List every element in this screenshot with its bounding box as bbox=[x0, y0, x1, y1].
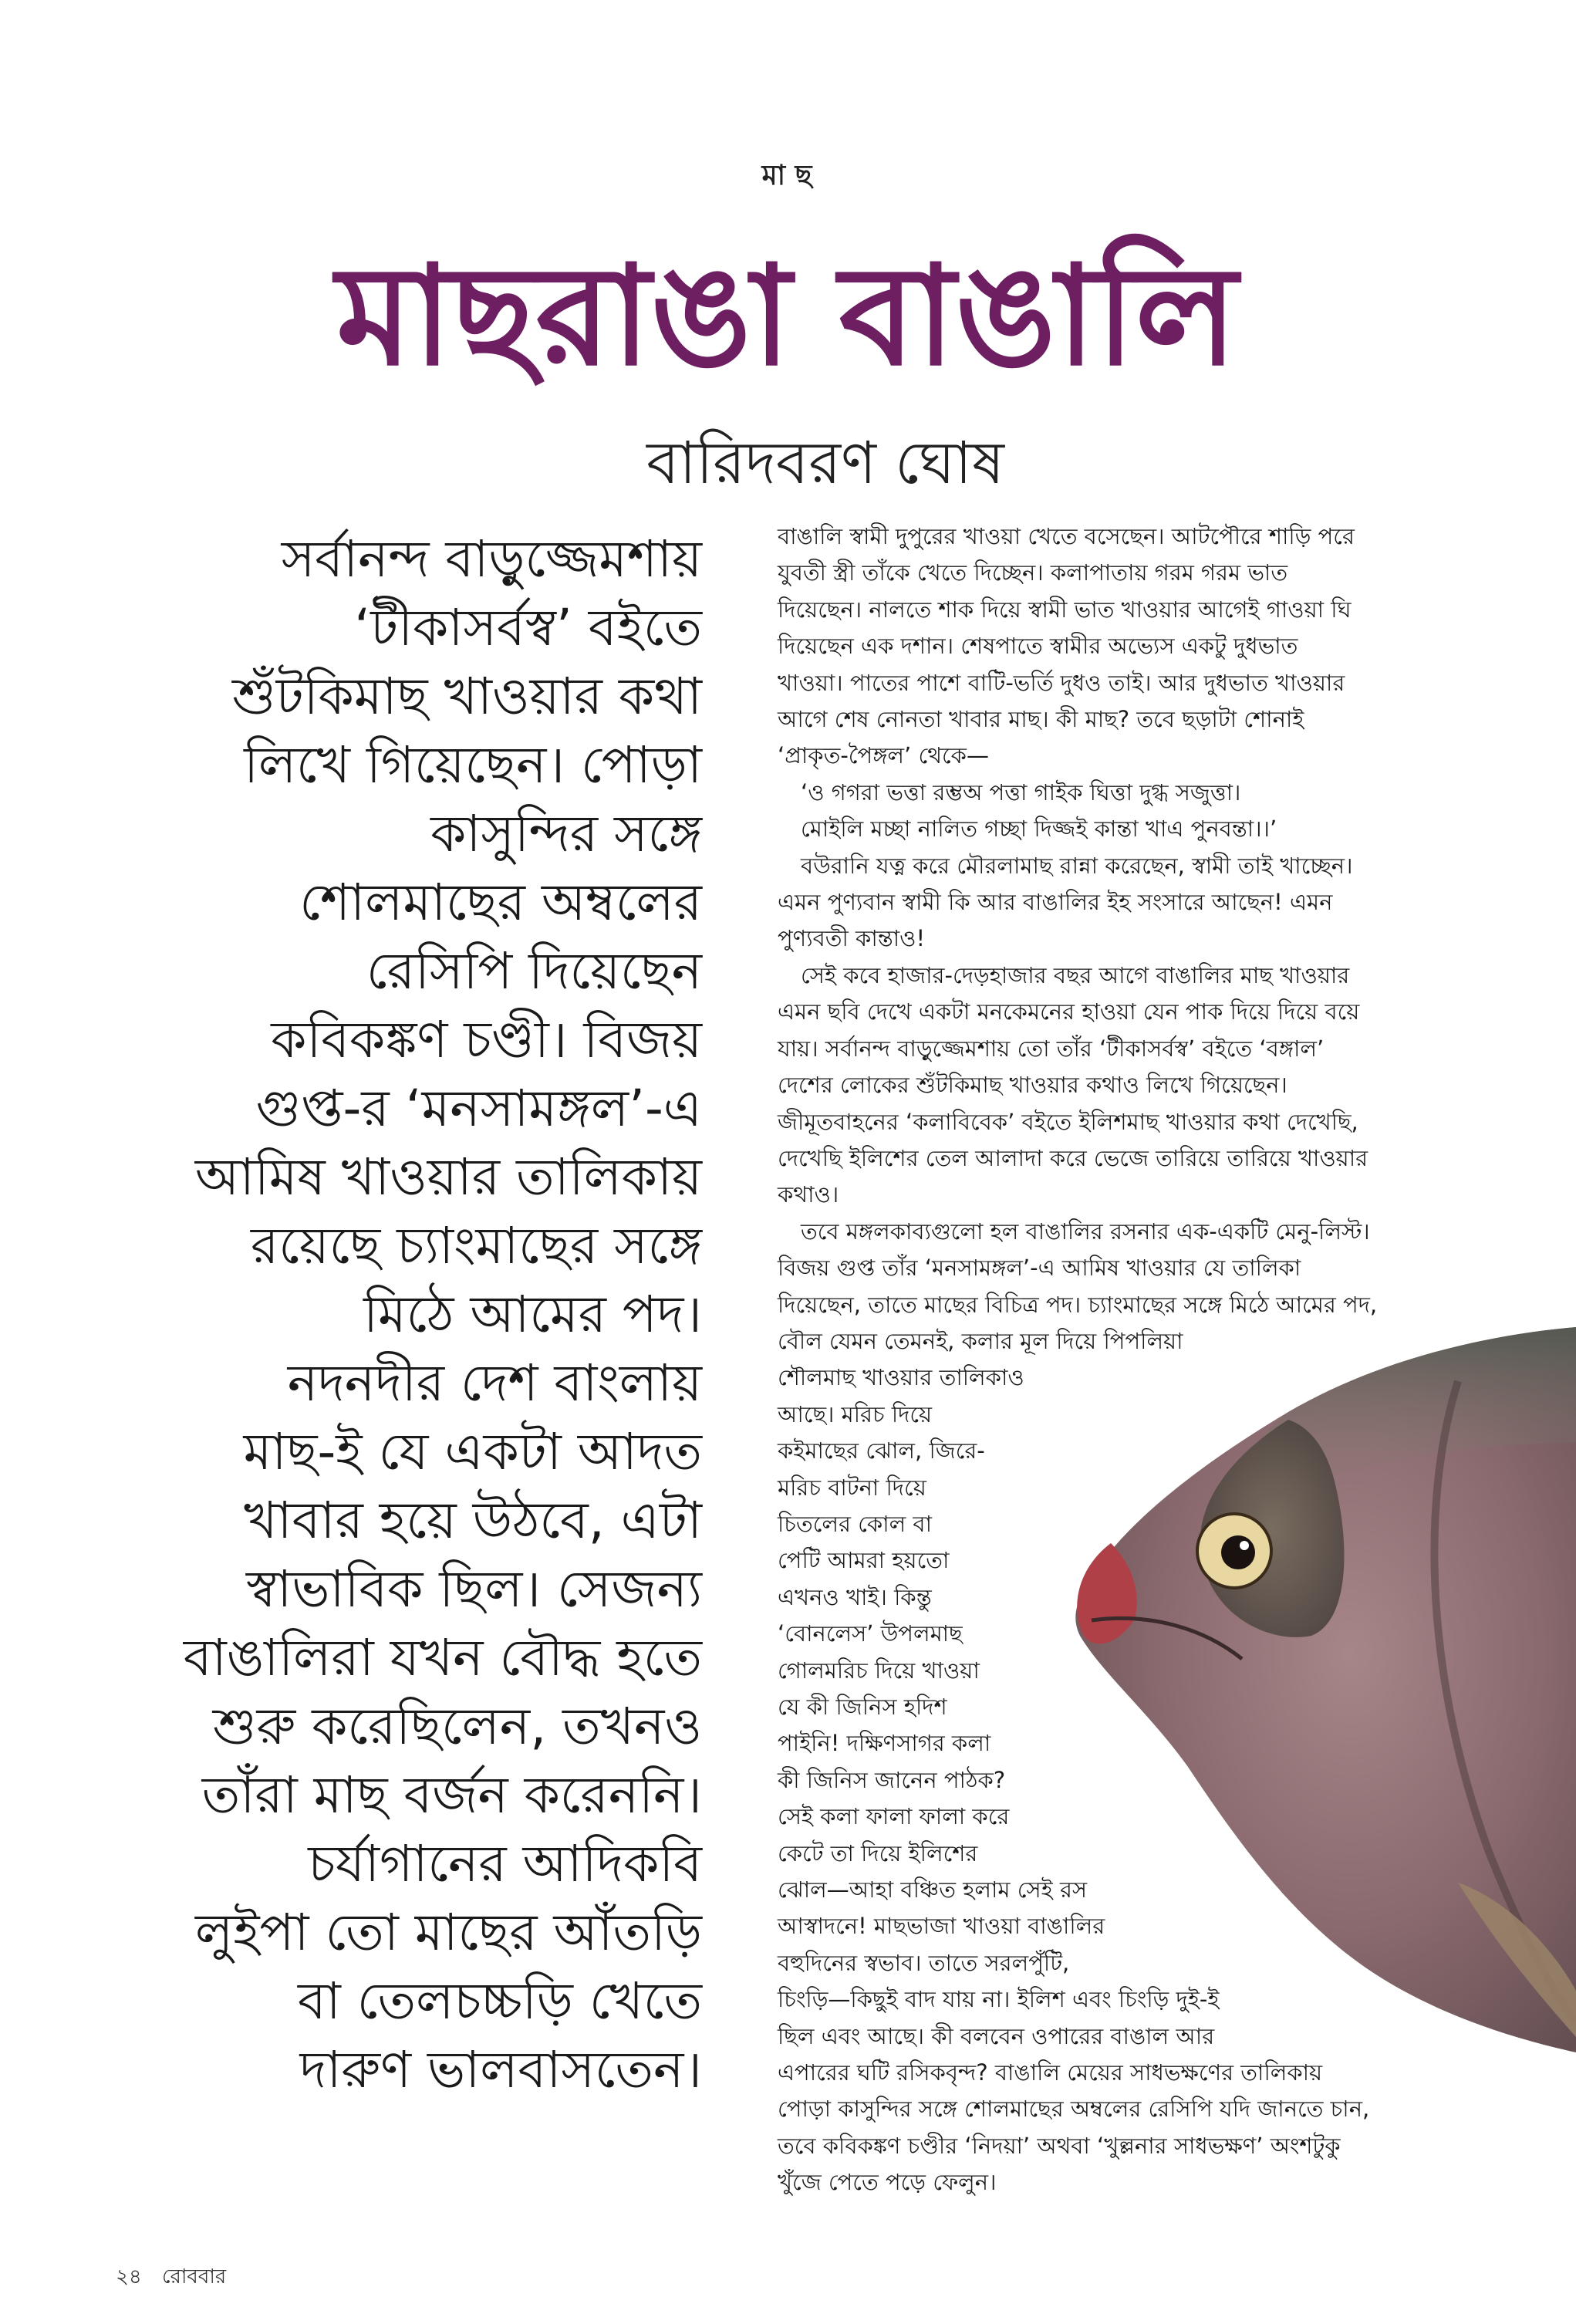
page-footer bbox=[116, 2261, 240, 2295]
pull-quote-line: আমিষ খাওয়ার তালিকায় bbox=[194, 1147, 702, 1207]
fish-eye-glint bbox=[1240, 1541, 1249, 1550]
body-line: সেই কলা ফালা ফালা করে bbox=[778, 1803, 1010, 1830]
body-line: আস্বাদনে! মাছভাজা খাওয়া বাঙালির bbox=[778, 1913, 1105, 1940]
pull-quote-line: কবিকঙ্কণ চণ্ডী। বিজয় bbox=[271, 1010, 702, 1069]
pull-quote-line: বাঙালিরা যখন বৌদ্ধ হতে bbox=[183, 1628, 702, 1687]
pull-quote-line: শুরু করেছিলেন, তখনও bbox=[212, 1697, 702, 1756]
body-line: দেখেছি ইলিশের তেল আলাদা করে ভেজে তারিয়ে তারিয়ে খাওয়ার bbox=[778, 1144, 1368, 1171]
body-line: দিয়েছেন, তাতে মাছের বিচিত্র পদ। চ্যাংমাছের সঙ্গে মিঠে আমের পদ, bbox=[778, 1291, 1378, 1318]
pull-quote-line: মাছ-ই যে একটা আদত bbox=[243, 1422, 702, 1481]
body-line: তবে মঙ্গলকাব্যগুলো হল বাঙালির রসনার এক-একটি মেনু-লিস্ট। bbox=[801, 1218, 1370, 1245]
body-line: আগে শেষ নোনতা খাবার মাছ। কী মাছ? তবে ছড়াটা শোনাই bbox=[778, 706, 1304, 733]
pull-quote-line: লুইপা তো মাছের আঁতড়ি bbox=[195, 1903, 702, 1962]
body-line: পুণ্যবতী কান্তাও! bbox=[778, 925, 926, 952]
article-title: মাছরাঙা বাঙালি bbox=[336, 236, 1238, 396]
pull-quote-line: খাবার হয়ে উঠবে, এটা bbox=[244, 1491, 702, 1550]
body-line: কেটে তা দিয়ে ইলিশের bbox=[778, 1839, 978, 1866]
body-line: যায়। সর্বানন্দ বাড়ুজ্জেমশায় তো তাঁর ‘টীকাসর্বস্ব’ বইতে ‘বঙ্গাল’ bbox=[778, 1035, 1325, 1062]
author-byline: বারিদবরণ ঘোষ bbox=[646, 428, 1004, 497]
body-line: কথাও। bbox=[778, 1181, 839, 1208]
pull-quote-line: কাসুন্দির সঙ্গে bbox=[430, 804, 702, 863]
body-line: পেটি আমরা হয়তো bbox=[778, 1547, 950, 1574]
body-line: বিজয় গুপ্ত তাঁর ‘মনসামঙ্গল’-এ আমিষ খাওয়ার যে তালিকা bbox=[778, 1255, 1301, 1282]
body-line: দিয়েছেন এক দশান। শেষপাতে স্বামীর অভ্যেস একটু দুধভাত bbox=[778, 633, 1298, 660]
pull-quote-line: শোলমাছের অম্বলের bbox=[299, 873, 702, 932]
body-line: বহুদিনের স্বভাব। তাতে সরলপুঁটি, bbox=[778, 1949, 1070, 1976]
body-line: এমন পুণ্যবান স্বামী কি আর বাঙালির ইহ সংসারে আছেন! এমন bbox=[778, 889, 1333, 916]
body-line: দেশের লোকের শুঁটকিমাছ খাওয়ার কথাও লিখে গিয়েছেন। bbox=[778, 1072, 1287, 1099]
pull-quote-line: রেসিপি দিয়েছেন bbox=[366, 941, 702, 1001]
pull-quote-line: চর্যাগানের আদিকবি bbox=[308, 1834, 702, 1893]
verse-line: ‘ও গগরা ভত্তা রম্ভঅ পত্তা গাইক ঘিত্তা দুগ্ধ সজুত্তা। bbox=[801, 779, 1241, 806]
body-line: চিতলের কোল বা bbox=[778, 1510, 932, 1537]
body-line: মরিচ বাটনা দিয়ে bbox=[778, 1474, 926, 1501]
pull-quote-line: শুঁটকিমাছ খাওয়ার কথা bbox=[231, 667, 702, 726]
body-line: চিংড়ি—কিছুই বাদ যায় না। ইলিশ এবং চিংড়ি দুই-ই bbox=[778, 1986, 1220, 2013]
body-line: বউরানি যত্ন করে মৌরলামাছ রান্না করেছেন, স্বামী তাই খাচ্ছেন। bbox=[801, 852, 1353, 879]
body-line: জীমূতবাহনের ‘কলাবিবেক’ বইতে ইলিশমাছ খাওয়ার কথা দেখেছি, bbox=[778, 1108, 1358, 1135]
body-line: শৌলমাছ খাওয়ার তালিকাও bbox=[778, 1364, 1024, 1391]
body-line: ‘বোনলেস’ উপলমাছ bbox=[778, 1620, 963, 1647]
pull-quote-line: রয়েছে চ্যাংমাছের সঙ্গে bbox=[251, 1216, 702, 1275]
pull-quote-line: লিখে গিয়েছেন। পোড়া bbox=[244, 735, 702, 795]
body-line: ঝোল—আহা বঞ্চিত হলাম সেই রস bbox=[778, 1876, 1088, 1903]
page-number: ২৪ bbox=[116, 2265, 142, 2289]
pull-quote-line: বা তেলচচ্চড়ি খেতে bbox=[297, 1971, 702, 2031]
body-line: কইমাছের ঝোল, জিরে- bbox=[778, 1437, 985, 1464]
body-line: খুঁজে পেতে পড়ে ফেলুন। bbox=[778, 2169, 997, 2196]
fish-pupil bbox=[1221, 1535, 1255, 1569]
body-line: ‘প্রাকৃত-পৈঙ্গল’ থেকে— bbox=[778, 742, 989, 769]
pull-quote-line: স্বাভাবিক ছিল। সেজন্য bbox=[246, 1559, 702, 1619]
fish-head-illustration bbox=[1057, 1312, 1576, 2083]
body-line: পাইনি! দক্ষিণসাগর কলা bbox=[778, 1730, 991, 1757]
body-line: ছিল এবং আছে। কী বলবেন ওপারের বাঙাল আর bbox=[778, 2022, 1215, 2049]
body-line: এপারের ঘটি রসিকবৃন্দ? বাঙালি মেয়ের সাধভক্ষণের তালিকায় bbox=[778, 2059, 1323, 2086]
body-line: বৌল যেমন তেমনই, কলার মূল দিয়ে পিপলিয়া bbox=[778, 1327, 1183, 1354]
body-line: তবে কবিকঙ্কণ চণ্ডীর ‘নিদয়া’ অথবা ‘খুল্লনার সাধভক্ষণ’ অংশটুকু bbox=[778, 2132, 1341, 2159]
pull-quote-line: গুপ্ত-র ‘মনসামঙ্গল’-এ bbox=[255, 1079, 702, 1138]
body-line: দিয়েছেন। নালতে শাক দিয়ে স্বামী ভাত খাওয়ার আগেই গাওয়া ঘি bbox=[778, 596, 1352, 623]
pull-quote-line: সর্বানন্দ বাড়ুজ্জেমশায় bbox=[281, 529, 702, 589]
body-line: গোলমরিচ দিয়ে খাওয়া bbox=[778, 1657, 980, 1684]
pull-quote-line: তাঁরা মাছ বর্জন করেননি। bbox=[201, 1765, 702, 1825]
body-line: এখনও খাই। কিন্তু bbox=[778, 1583, 932, 1610]
publication-name: রোববার bbox=[162, 2265, 227, 2289]
body-line: যে কী জিনিস হদিশ bbox=[778, 1694, 947, 1720]
verse-line: মোইলি মচ্ছা নালিত গচ্ছা দিজ্জই কান্তা খাএ পুনবন্তা।।’ bbox=[801, 816, 1277, 843]
pull-quote-line: ‘টীকাসর্বস্ব’ বইতে bbox=[354, 598, 702, 657]
pull-quote-line: নদনদীর দেশ বাংলায় bbox=[287, 1353, 702, 1413]
pull-quote-line: দারুণ ভালবাসতেন। bbox=[299, 2040, 702, 2099]
section-label: মা ছ bbox=[761, 160, 812, 191]
body-line: সেই কবে হাজার-দেড়হাজার বছর আগে বাঙালির মাছ খাওয়ার bbox=[801, 961, 1350, 988]
pull-quote bbox=[116, 525, 702, 2104]
body-line: যুবতী স্ত্রী তাঁকে খেতে দিচ্ছেন। কলাপাতায় গরম গরম ভাত bbox=[778, 559, 1288, 586]
body-line: পোড়া কাসুন্দির সঙ্গে শোলমাছের অম্বলের রেসিপি যদি জানতে চান, bbox=[778, 2096, 1370, 2123]
pull-quote-line: মিঠে আমের পদ। bbox=[363, 1285, 702, 1344]
body-line: খাওয়া। পাতের পাশে বাটি-ভর্তি দুধও তাই। আর দুধভাত খাওয়ার bbox=[778, 669, 1345, 696]
body-line: বাঙালি স্বামী দুপুরের খাওয়া খেতে বসেছেন। আটপৌরে শাড়ি পরে bbox=[778, 523, 1355, 549]
body-line: কী জিনিস জানেন পাঠক? bbox=[778, 1766, 1006, 1793]
body-line: এমন ছবি দেখে একটা মনকেমনের হাওয়া যেন পাক দিয়ে দিয়ে বয়ে bbox=[778, 998, 1360, 1025]
body-line: আছে। মরিচ দিয়ে bbox=[778, 1400, 933, 1427]
